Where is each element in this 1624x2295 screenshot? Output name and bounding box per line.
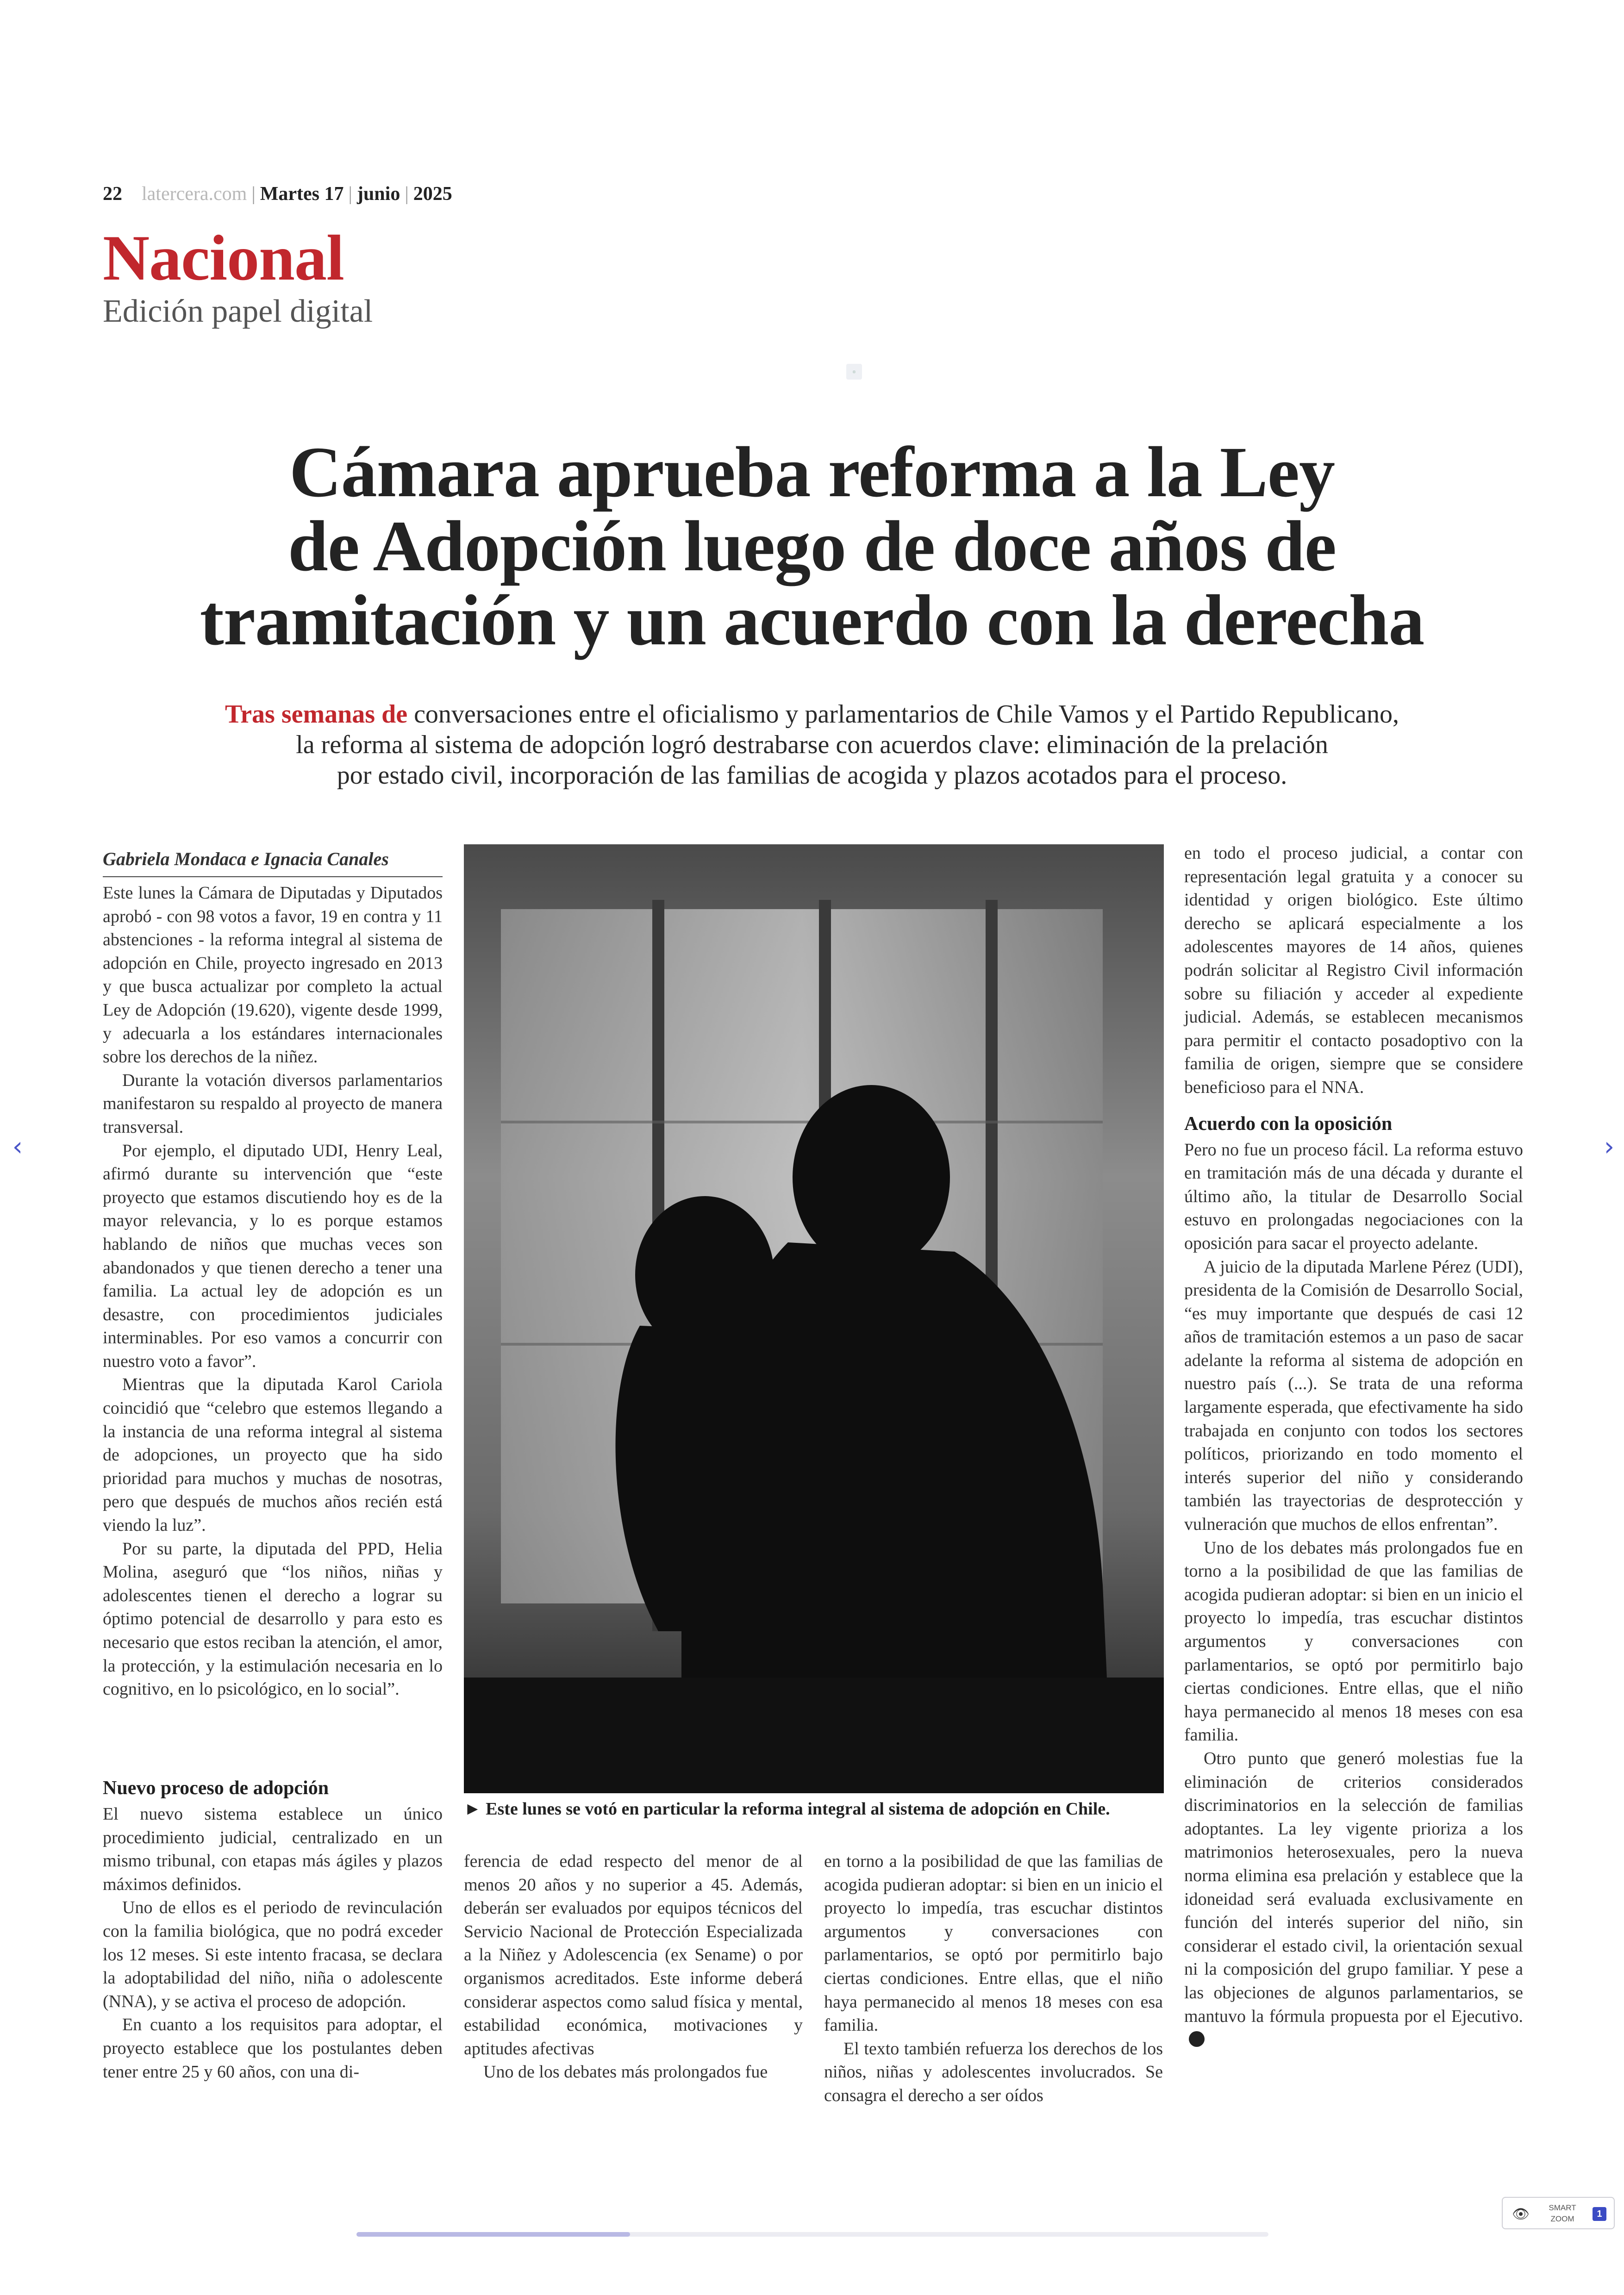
zoom-level-badge: 1 [1593, 2207, 1606, 2221]
headline-line: de Adopción luego de doce años de [288, 506, 1336, 586]
eye-icon: 👁 [1512, 2206, 1530, 2222]
image-placeholder-icon: ▫ [846, 364, 862, 380]
article-lead [120, 699, 1504, 791]
next-page-button[interactable]: › [1604, 1132, 1615, 1162]
separator: | [251, 183, 256, 205]
paragraph: Este lunes la Cámara de Diputadas y Diputados aprobó - con 98 votos a favor, 19 en contra y 11 abstenciones - la reforma integral al sistema de adopción en Chile, proyecto ingresado en 2013 y que busca actualizar por completo la actual Ley de Adopción (19.620), vigente desde 1999, y adecuarla a los estándares internacionales sobre los derechos de la niñez. [103, 883, 443, 1067]
lead-line: la reforma al sistema de adopción logró destrabarse con acuerdos clave: eliminación de la prelación [296, 730, 1328, 759]
edition-label: Edición papel digital [103, 293, 373, 329]
date-year: 2025 [413, 183, 452, 205]
paragraph: El texto también refuerza los derechos de los niños, niñas y adolescentes involucrados. Se consagra el derecho a ser oídos [824, 2039, 1163, 2105]
paragraph: Mientras que la diputada Karol Cariola coincidió que “celebro que estemos llegando a la instancia de una reforma integral al sistema de adopciones, un proyecto que ha sido prioridad para muchos y muchas de nosotras, pero que después de muchos años recién está viendo la luz”. [103, 1375, 443, 1535]
paragraph: A juicio de la diputada Marlene Pérez (UDI), presidenta de la Comisión de Desarrollo Social, “es muy importante que después de casi 12 años de tramitación estemos a un paso de sacar adelante la reforma al sistema de adopción en nuestro país (...). Se trata de una reforma largamente esperada, que efectivamente ha sido trabajada en conjunto con todos los sectores políticos, priorizando en todo momento el interés superior del niño y considerando también las trayectorias de desprotección y vulneración que muchos de ellos enfrentan”. [1184, 1257, 1523, 1534]
paragraph: en todo el proceso judicial, a contar con representación legal gratuita y a conocer su identidad y origen biológico. Este último derecho se aplicará especialmente a los adolescentes mayores de 14 años, quienes podrán solicitar al Registro Civil información sobre su filiación y acceder al expediente judicial. Además, se establecen mecanismos para permitir el contacto posadoptivo con la familia de origen, siempre que se considere beneficioso para el NNA. [1184, 843, 1523, 1097]
column-3 [824, 1850, 1163, 2108]
paragraph: Durante la votación diversos parlamentarios manifestaron su respaldo al proyecto de manera transversal. [103, 1070, 443, 1137]
paragraph: Por ejemplo, el diputado UDI, Henry Leal, afirmó durante su intervención que “este proyecto que estamos discutiendo hoy es de la mayor relevancia, y lo es porque estamos hablando de niños que muchas veces son abandonados y que tienen derecho a tener una familia. La actual ley de adopción es un desastre, con procedimientos judiciales interminables. Por eso vamos a concurrir con nuestro voto a favor”. [103, 1141, 443, 1371]
article-headline [93, 432, 1531, 660]
section-title: Nacional [103, 222, 344, 294]
separator: | [348, 183, 352, 205]
page-number: 22 [103, 183, 122, 205]
column-1-lower [103, 1777, 443, 2083]
byline: Gabriela Mondaca e Ignacia Canales [103, 848, 443, 877]
smart-zoom-button[interactable] [1502, 2197, 1615, 2229]
paragraph: Pero no fue un proceso fácil. La reforma estuvo en tramitación más de una década y durante el último año, la titular de Desarrollo Social estuvo en prolongadas negociaciones con la oposición para sacar el proyecto adelante. [1184, 1140, 1523, 1253]
smart-zoom-label: SMART ZOOM [1549, 2203, 1576, 2223]
subheading: Nuevo proceso de adopción [103, 1777, 329, 1799]
paragraph: ferencia de edad respecto del menor de al menos 20 años y no superior a 45. Además, deberán ser evaluados por equipos técnicos del Servicio Nacional de Protección Especializada a la Niñez y Adolescencia (ex Sename) o por organismos acreditados. Este informe deberá considerar aspectos como salud física y mental, estabilidad económica, motivaciones y aptitudes afectivas [464, 1852, 803, 2058]
paragraph: Uno de los debates más prolongados fue en torno a la posibilidad de que las familias de acogida pudieran adoptar: si bien en un inicio el proyecto lo impedía, tras escuchar distintos argumentos y conversaciones con parlamentarios, se optó por permitirlo bajo ciertas condiciones. Entre ellas, que el niño haya permanecido al menos 18 meses con esa familia. [1184, 1538, 1523, 1745]
photo-caption: ► Este lunes se votó en particular la reforma integral al sistema de adopción en Chile. [464, 1799, 1110, 1819]
paragraph: Uno de ellos es el periodo de revinculación con la familia biológica, que no podrá exceder los 12 meses. Si este intento fracasa, se declara la adoptabilidad del niño, niña o adolescente (NNA), y se activa el proceso de adopción. [103, 1898, 443, 2011]
headline-line: Cámara aprueba reforma a la Ley [289, 432, 1335, 512]
date-day: Martes 17 [260, 183, 344, 205]
paragraph: Por su parte, la diputada del PPD, Helia Molina, aseguró que “los niños, niñas y adolescentes tienen el derecho a lograr su óptimo potencial de desarrollo y para esto es necesario que estos reciban la atención, el amor, la protección, y la estimulación necesaria en lo cognitivo, en lo psicológico, en lo social”. [103, 1539, 443, 1699]
lead-line: por estado civil, incorporación de las familias de acogida y plazos acotados para el proceso. [337, 761, 1287, 790]
end-mark-icon [1189, 2031, 1205, 2047]
subheading: Acuerdo con la oposición [1184, 1113, 1393, 1135]
column-2 [464, 1850, 803, 2084]
date-month: junio [356, 183, 400, 205]
headline-line: tramitación y un acuerdo con la derecha [200, 580, 1424, 660]
scrollbar-thumb[interactable] [356, 2232, 630, 2237]
separator: | [405, 183, 409, 205]
page-scrollbar[interactable] [356, 2232, 1268, 2237]
lead-kicker: Tras semanas de [225, 700, 408, 729]
paragraph: En cuanto a los requisitos para adoptar, el proyecto establece que los postulantes deben tener entre 25 y 60 años, con una di- [103, 2015, 443, 2082]
silhouette-photo [464, 844, 1164, 1793]
column-4 [1184, 842, 1523, 2052]
paragraph-text: Otro punto que generó molestias fue la eliminación de criterios considerados discriminatorios en la selección de familias adoptantes. La ley vigente prioriza a los matrimonios heterosexuales, pero la nueva norma elimina esa prelación y establece que la idoneidad será evaluada exclusivamente en función del interés superior del niño, sin considerar el estado civil, la orientación sexual ni la composición del grupo familiar. Y pese a las objeciones de algunos parlamentarios, se mantuvo la fórmula propuesta por el Ejecutivo. [1184, 1748, 1523, 2026]
paragraph: en torno a la posibilidad de que las familias de acogida pudieran adoptar: si bien en un inicio el proyecto lo impedía, tras escuchar distintos argumentos y conversaciones con parlamentarios, se optó por permitirlo bajo ciertas condiciones. Entre ellas, que el niño haya permanecido al menos 18 meses con esa familia. [824, 1852, 1163, 2035]
paragraph: Uno de los debates más prolongados fue [483, 2062, 768, 2082]
article-photo [464, 844, 1164, 1793]
site-name: latercera.com [142, 183, 247, 205]
lead-text: conversaciones entre el oficialismo y parlamentarios de Chile Vamos y el Partido Republicano, [407, 700, 1399, 729]
page-header [103, 183, 452, 205]
paragraph: El nuevo sistema establece un único procedimiento judicial, centralizado en un mismo tribunal, con etapas más ágiles y plazos máximos definidos. [103, 1804, 443, 1894]
prev-page-button[interactable]: ‹ [12, 1132, 23, 1162]
lead-line [120, 699, 1504, 730]
paragraph [1184, 1747, 1523, 2052]
column-1 [103, 881, 443, 1701]
